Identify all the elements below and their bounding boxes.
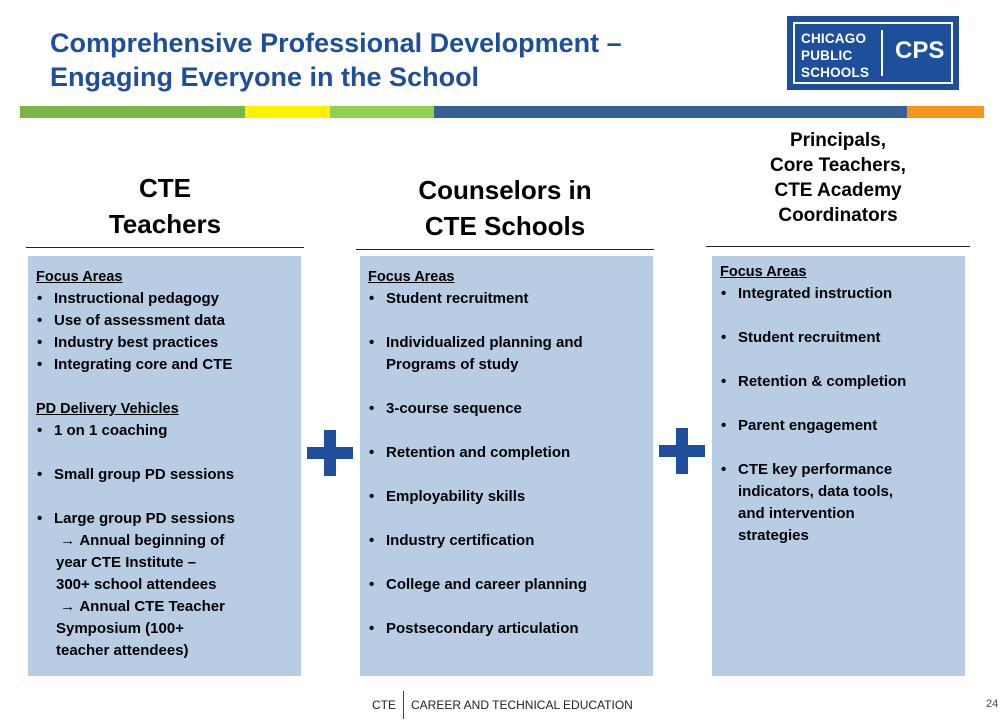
list-item-line: Programs of study [386, 356, 519, 373]
heading-rule [356, 249, 654, 250]
footer-divider [403, 691, 404, 719]
sub-item-line: 300+ school attendees [56, 576, 217, 593]
focus-areas-label: Focus Areas [36, 269, 123, 285]
heading-line: Counselors in [418, 175, 592, 205]
logo-wordmark [801, 30, 869, 81]
heading-counselors [356, 172, 654, 244]
logo-line-1: CHICAGO [801, 31, 867, 46]
list-item: • 1 on 1 coaching [36, 420, 293, 442]
title-line-1: Comprehensive Professional Development – [50, 28, 622, 58]
list-item: • Retention and completion [368, 442, 645, 464]
focus-list [720, 283, 957, 547]
heading-rule [706, 246, 970, 247]
footer-abbr: CTE [372, 698, 396, 712]
sub-text: Annual CTE Teacher [79, 598, 225, 615]
title-line-2: Engaging Everyone in the School [50, 62, 480, 92]
heading-rule [26, 247, 304, 248]
list-item: • Large group PD sessions [36, 508, 293, 530]
list-item: • Employability skills [368, 486, 645, 508]
heading-cte-teachers [26, 170, 304, 242]
focus-areas-label: Focus Areas [720, 264, 807, 280]
color-bar-segment [20, 106, 245, 118]
heading-line: CTE [139, 173, 191, 203]
focus-list [36, 288, 293, 376]
panel-principals [712, 256, 965, 676]
list-item: • Small group PD sessions [36, 464, 293, 486]
sub-item-line: Symposium (100+ [56, 620, 184, 637]
list-item: • Student recruitment [720, 327, 957, 349]
list-item: • Integrating core and CTE [36, 354, 293, 376]
slide-title [50, 26, 770, 94]
delivery-list [36, 420, 293, 530]
list-item: • Instructional pedagogy [36, 288, 293, 310]
list-item: • Industry best practices [36, 332, 293, 354]
list-item [720, 459, 957, 547]
list-item: • Integrated instruction [720, 283, 957, 305]
focus-list [368, 288, 645, 640]
heading-line: Coordinators [778, 205, 898, 226]
plus-icon [307, 430, 353, 476]
sub-item [36, 596, 293, 662]
footer-full: CAREER AND TECHNICAL EDUCATION [411, 698, 633, 712]
color-bar-segment [330, 106, 434, 118]
heading-principals [706, 128, 970, 228]
color-bar-segment [245, 106, 330, 118]
sub-item-line: year CTE Institute – [56, 554, 197, 571]
heading-line: CTE Schools [424, 211, 586, 241]
list-item-line: strategies [738, 527, 809, 544]
panel-cte-teachers [28, 256, 301, 676]
logo-line-2: PUBLIC [801, 48, 853, 63]
list-item-line: • Individualized planning and [386, 334, 583, 351]
cps-logo [787, 16, 959, 90]
color-bar-segment [907, 106, 984, 118]
sub-item [36, 530, 293, 596]
logo-frame [793, 22, 953, 84]
sub-text: Annual beginning of [79, 532, 225, 549]
list-item [368, 332, 645, 376]
list-item: • 3-course sequence [368, 398, 645, 420]
sub-item-line: teacher attendees) [56, 642, 189, 659]
focus-areas-label: Focus Areas [368, 269, 455, 285]
arrow-right-icon: → [56, 598, 80, 615]
heading-line: CTE Academy [774, 180, 902, 201]
heading-line: Principals, [789, 130, 887, 151]
list-item: • Industry certification [368, 530, 645, 552]
list-item-line: and intervention [738, 505, 855, 522]
heading-line: Teachers [108, 209, 222, 239]
sub-item-line [56, 596, 293, 618]
arrow-right-icon: → [56, 532, 80, 549]
list-item: • Parent engagement [720, 415, 957, 437]
pd-delivery-label: PD Delivery Vehicles [36, 401, 179, 417]
list-item-line: indicators, data tools, [738, 483, 894, 500]
footer [372, 690, 633, 720]
list-item: • Postsecondary articulation [368, 618, 645, 640]
plus-icon [659, 428, 705, 474]
list-item: • Retention & completion [720, 371, 957, 393]
list-item: • Use of assessment data [36, 310, 293, 332]
list-item-line: • CTE key performance [738, 461, 893, 478]
sub-item-line [56, 530, 293, 552]
color-bar [20, 106, 984, 118]
color-bar-segment [434, 106, 907, 118]
list-item: • Student recruitment [368, 288, 645, 310]
page-number: 24 [986, 698, 999, 710]
panel-counselors [360, 256, 653, 676]
heading-line: Core Teachers, [770, 155, 906, 176]
logo-line-3: SCHOOLS [801, 65, 870, 80]
list-item: • College and career planning [368, 574, 645, 596]
logo-abbr: CPS [895, 37, 945, 64]
logo-divider [881, 30, 883, 76]
